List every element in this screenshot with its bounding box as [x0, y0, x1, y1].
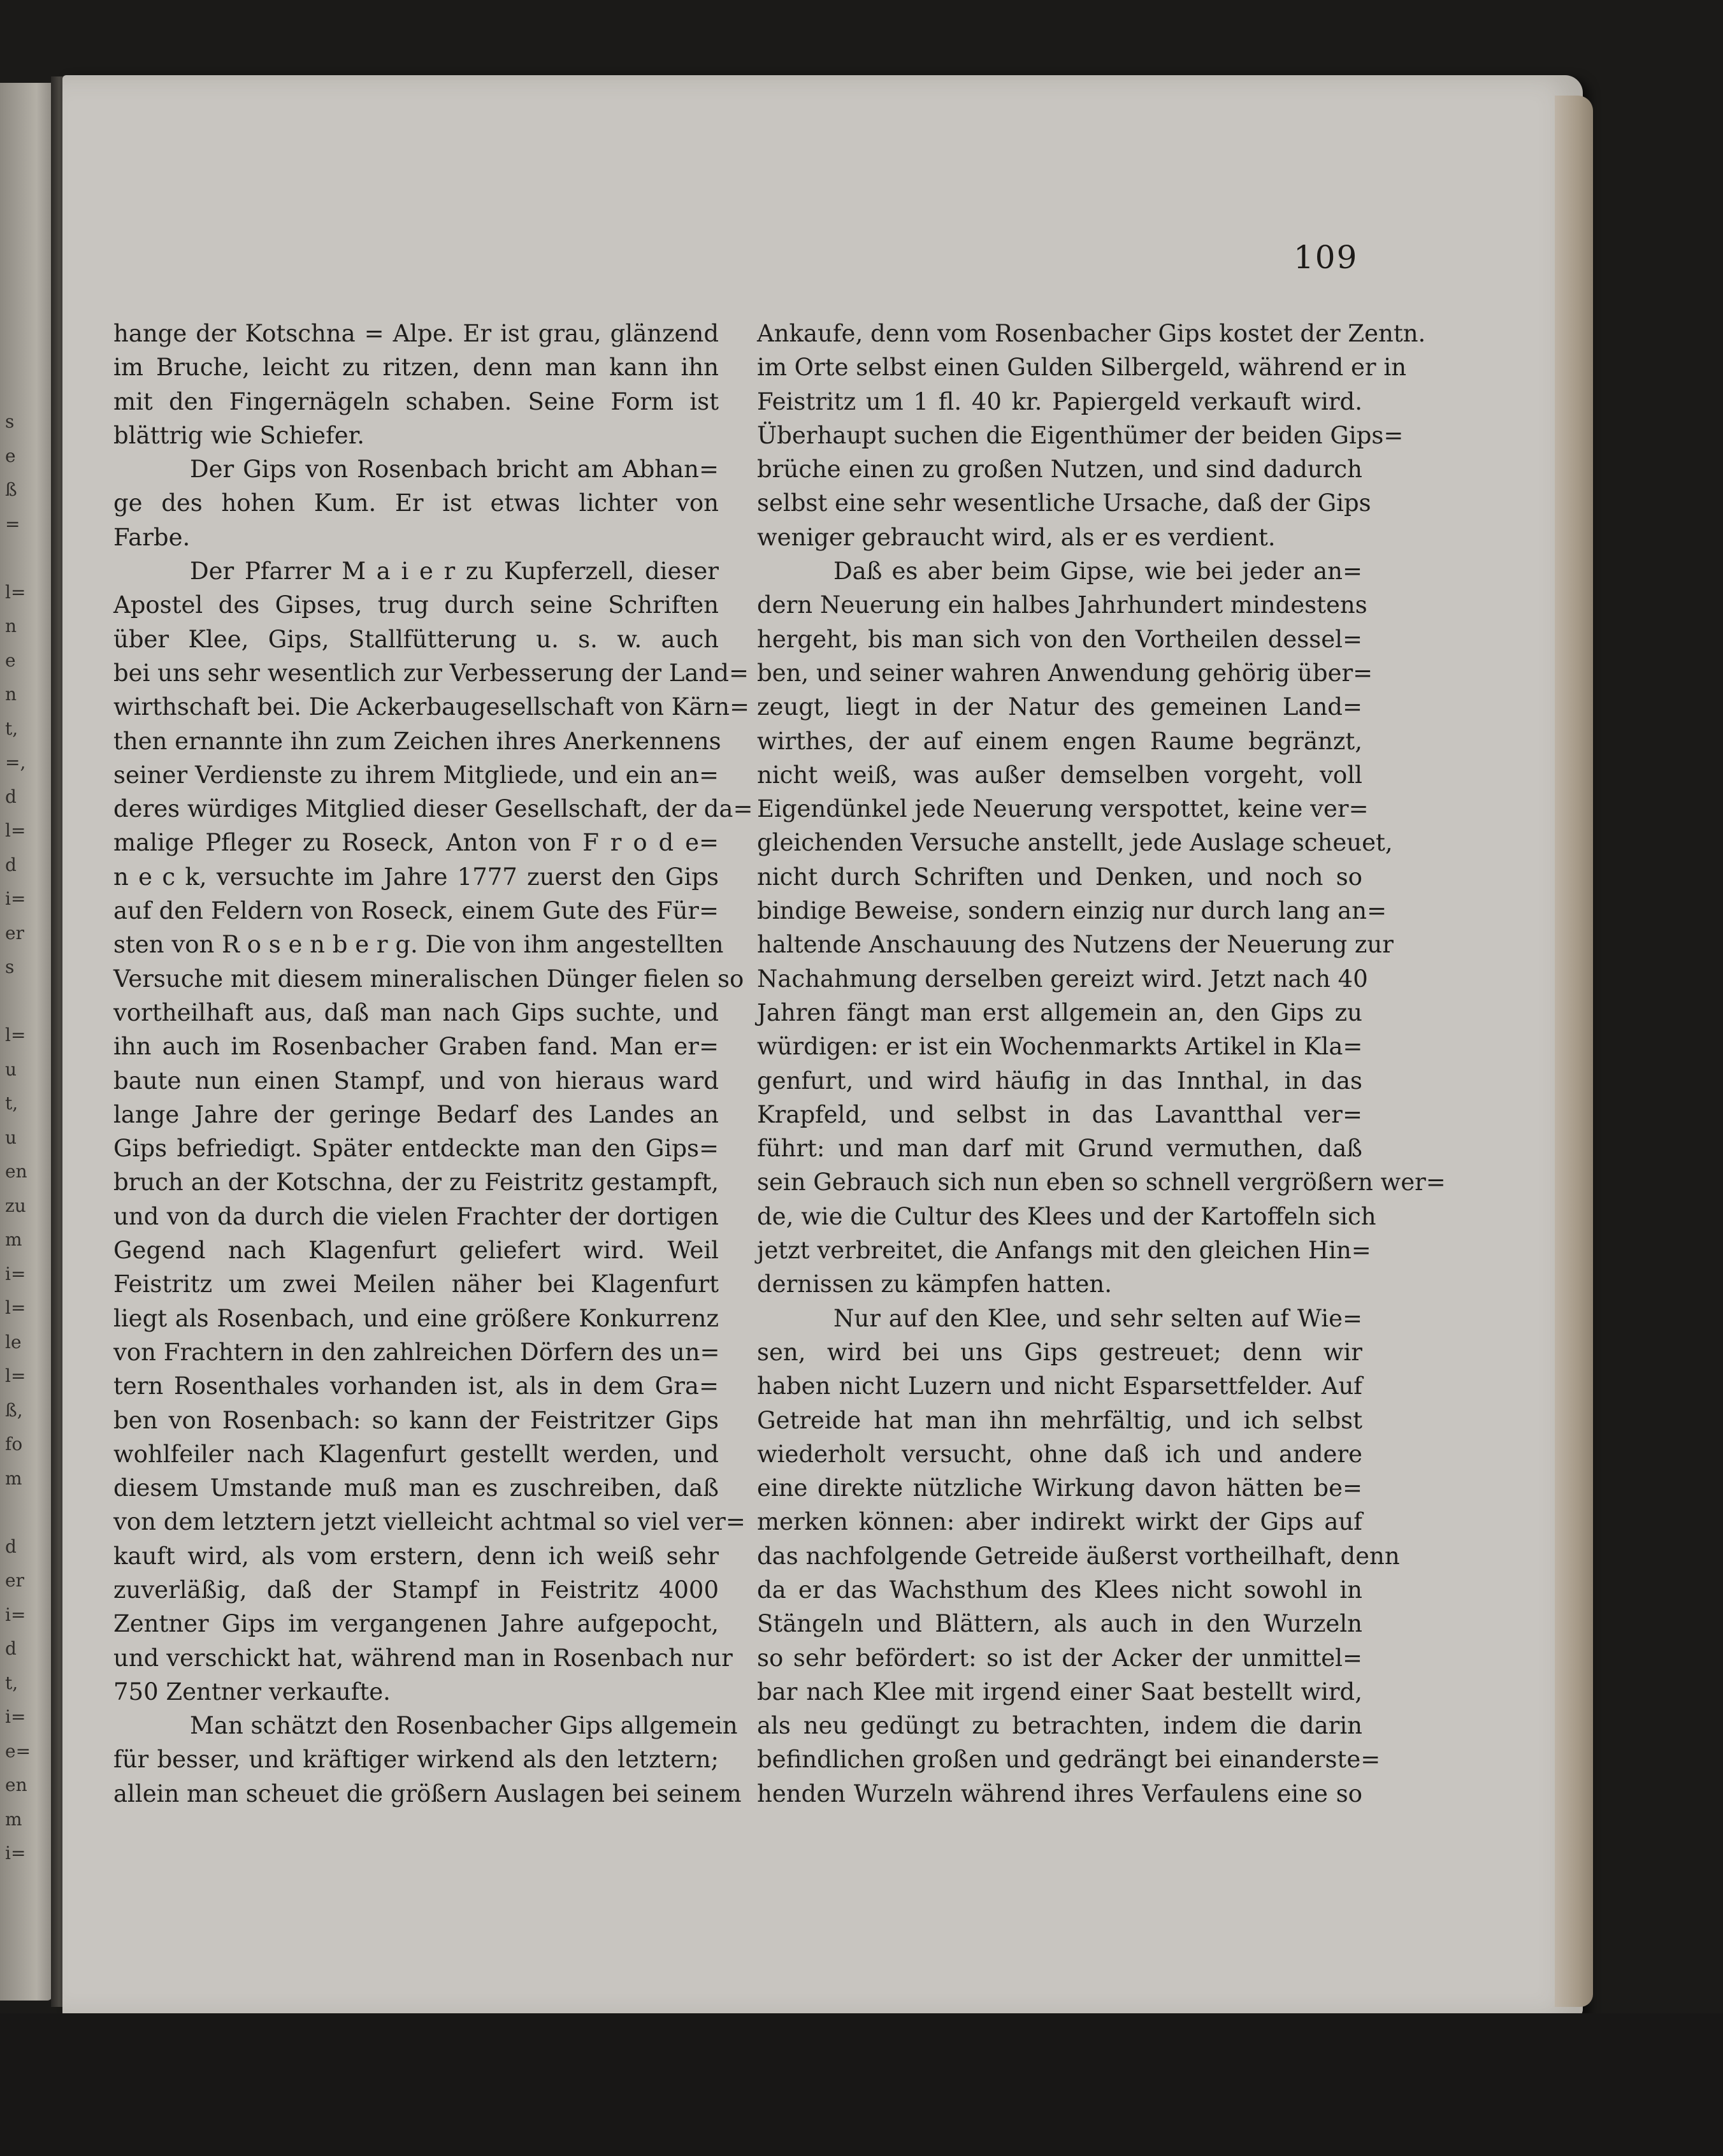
text-line: Gips befriedigt. Später entdeckte man den Gips=: [113, 1135, 719, 1163]
margin-fragment: l=: [5, 581, 26, 603]
text-line: so sehr befördert: so ist der Acker der unmittel=: [757, 1644, 1362, 1672]
text-line: genfurt, und wird häufig in das Innthal, in das: [757, 1067, 1362, 1095]
text-line: über Klee, Gips, Stallfütterung u. s. w. auch: [113, 625, 719, 653]
text-line: als neu gedüngt zu betrachten, indem die darin: [757, 1712, 1362, 1740]
margin-fragment: =,: [5, 752, 26, 773]
page-edge: [1555, 96, 1593, 2007]
margin-fragment: t,: [5, 1672, 18, 1693]
margin-fragment: fo: [5, 1434, 23, 1455]
margin-fragment: er: [5, 1570, 24, 1591]
margin-fragment: t,: [5, 1093, 18, 1114]
left-text-column: [113, 317, 753, 1811]
margin-fragment: le: [5, 1331, 22, 1353]
text-line: ihn auch im Rosenbacher Graben fand. Man er=: [113, 1033, 719, 1061]
text-line: Gegend nach Klagenfurt geliefert wird. Weil: [113, 1237, 719, 1265]
text-line: gleichenden Versuche anstellt, jede Auslage scheuet,: [757, 829, 1393, 857]
text-line: weniger gebraucht wird, als er es verdient.: [757, 523, 1276, 551]
text-line: wohlfeiler nach Klagenfurt gestellt werden, und: [113, 1440, 719, 1468]
margin-fragment: [5, 1495, 31, 1530]
margin-fragment: i=: [5, 1263, 26, 1284]
text-line: blättrig wie Schiefer.: [113, 421, 365, 449]
text-line: hange der Kotschna = Alpe. Er ist grau, glänzend: [113, 320, 719, 347]
text-line: malige Pfleger zu Roseck, Anton von F r o d e=: [113, 829, 719, 857]
margin-fragment: en: [5, 1774, 27, 1795]
margin-fragment: t,: [5, 717, 18, 739]
text-line: hergeht, bis man sich von den Vortheilen dessel=: [757, 625, 1362, 653]
text-line: liegt als Rosenbach, und eine größere Konkurrenz: [113, 1304, 719, 1332]
text-line: haltende Anschauung des Nutzens der Neuerung zur: [757, 931, 1394, 959]
text-line: eine direkte nützliche Wirkung davon hätten be=: [757, 1474, 1362, 1502]
text-line: Überhaupt suchen die Eigenthümer der beiden Gips=: [757, 421, 1404, 449]
text-line: im Orte selbst einen Gulden Silbergeld, während er in: [757, 354, 1407, 382]
right-text-column: [757, 317, 1446, 1811]
margin-fragment: [5, 541, 31, 575]
text-line: sen, wird bei uns Gips gestreuet; denn wir: [757, 1338, 1362, 1366]
text-line: seiner Verdienste zu ihrem Mitgliede, und ein an=: [113, 761, 719, 789]
margin-fragment: n: [5, 615, 17, 636]
text-line: Jahren fängt man erst allgemein an, den Gips zu: [757, 998, 1362, 1026]
margin-fragment: l=: [5, 1024, 26, 1046]
text-line: dernissen zu kämpfen hatten.: [757, 1270, 1113, 1298]
margin-fragment: d: [5, 1638, 17, 1659]
text-line: diesem Umstande muß man es zuschreiben, daß: [113, 1474, 719, 1502]
margin-fragment: l=: [5, 820, 26, 841]
text-line: merken können: aber indirekt wirkt der Gips auf: [757, 1508, 1362, 1536]
margin-fragment: s: [5, 956, 15, 977]
text-line: ben von Rosenbach: so kann der Feistritzer Gips: [113, 1406, 719, 1434]
margin-fragment: ß: [5, 479, 17, 500]
text-line: selbst eine sehr wesentliche Ursache, daß der Gips: [757, 489, 1371, 517]
text-line: baute nun einen Stampf, und von hieraus ward: [113, 1067, 719, 1095]
text-line: haben nicht Luzern und nicht Esparsettfelder. Auf: [757, 1372, 1362, 1400]
margin-fragment: zu: [5, 1195, 26, 1216]
text-line: von Frachtern in den zahlreichen Dörfern des un=: [113, 1338, 720, 1366]
text-line: vortheilhaft aus, daß man nach Gips suchte, und: [113, 998, 719, 1026]
text-line: de, wie die Cultur des Klees und der Kartoffeln sich: [757, 1202, 1376, 1230]
text-line: n e c k, versuchte im Jahre 1777 zuerst den Gips: [113, 863, 719, 891]
text-line: führt: und man darf mit Grund vermuthen, daß: [757, 1135, 1362, 1163]
margin-fragment: en: [5, 1161, 27, 1182]
text-line: im Bruche, leicht zu ritzen, denn man kann ihn: [113, 354, 719, 382]
text-line: sten von R o s e n b e r g. Die von ihm angestellten: [113, 931, 724, 959]
margin-fragment: m: [5, 1808, 22, 1830]
margin-fragment: m: [5, 1229, 22, 1250]
text-line: jetzt verbreitet, die Anfangs mit den gleichen Hin=: [757, 1237, 1371, 1265]
margin-fragment: ß,: [5, 1399, 23, 1421]
text-line: wirthschaft bei. Die Ackerbaugesellschaft von Kärn=: [113, 693, 749, 721]
text-line: kauft wird, als vom erstern, denn ich weiß sehr: [113, 1542, 719, 1570]
text-line: Farbe.: [113, 523, 191, 551]
text-line: sein Gebrauch sich nun eben so schnell vergrößern wer=: [757, 1168, 1446, 1197]
text-line: Ankaufe, denn vom Rosenbacher Gips kostet der Zentn.: [757, 320, 1426, 347]
text-line: und verschickt hat, während man in Rosenbach nur: [113, 1644, 733, 1672]
text-line: zeugt, liegt in der Natur des gemeinen Land=: [757, 693, 1362, 721]
text-line: nicht weiß, was außer demselben vorgeht, voll: [757, 761, 1362, 789]
text-line: lange Jahre der geringe Bedarf des Landes an: [113, 1100, 719, 1128]
text-line: henden Wurzeln während ihres Verfaulens eine so: [757, 1779, 1362, 1807]
text-line: Versuche mit diesem mineralischen Dünger fielen so: [113, 965, 744, 993]
left-page-fragment: [0, 83, 52, 2001]
margin-fragment: er: [5, 922, 24, 944]
margin-fragment: i=: [5, 1706, 26, 1727]
text-line: ge des hohen Kum. Er ist etwas lichter von: [113, 489, 719, 517]
text-line: allein man scheuet die größern Auslagen bei seinem: [113, 1779, 742, 1807]
margin-fragment: e: [5, 445, 16, 466]
text-line: then ernannte ihn zum Zeichen ihres Anerkennens: [113, 727, 721, 755]
text-line: wiederholt versucht, ohne daß ich und andere: [757, 1440, 1362, 1468]
margin-fragment: =: [5, 513, 20, 535]
margin-fragment: m: [5, 1467, 22, 1489]
text-line: dern Neuerung ein halbes Jahrhundert mindestens: [757, 591, 1367, 619]
text-line: bindige Beweise, sondern einzig nur durch lang an=: [757, 897, 1387, 925]
text-line: Stängeln und Blättern, als auch in den Wurzeln: [757, 1610, 1362, 1638]
margin-fragment: l=: [5, 1365, 26, 1386]
text-line: da er das Wachsthum des Klees nicht sowohl in: [757, 1576, 1362, 1604]
margin-fragment: e: [5, 649, 16, 671]
text-line: 750 Zentner verkaufte.: [113, 1678, 391, 1706]
margin-fragment: l=: [5, 1297, 26, 1318]
page-number: 109: [1294, 239, 1359, 276]
text-line: mit den Fingernägeln schaben. Seine Form ist: [113, 387, 719, 415]
text-line: Daß es aber beim Gipse, wie bei jeder an=: [833, 557, 1362, 586]
text-line: und von da durch die vielen Frachter der dortigen: [113, 1202, 719, 1230]
margin-fragment: i=: [5, 888, 26, 909]
margin-fragment: s: [5, 411, 15, 432]
text-line: Feistritz um 1 fl. 40 kr. Papiergeld verkauft wird.: [757, 387, 1362, 415]
text-line: bar nach Klee mit irgend einer Saat bestellt wird,: [757, 1678, 1362, 1706]
text-line: Eigendünkel jede Neuerung verspottet, keine ver=: [757, 795, 1369, 823]
text-line: Der Gips von Rosenbach bricht am Abhan=: [190, 456, 719, 484]
text-line: Apostel des Gipses, trug durch seine Schriften: [113, 591, 719, 619]
text-line: das nachfolgende Getreide äußerst vortheilhaft, denn: [757, 1542, 1400, 1570]
margin-fragment: i=: [5, 1843, 26, 1864]
margin-fragment: [5, 984, 31, 1019]
margin-fragment: i=: [5, 1604, 26, 1625]
text-line: Feistritz um zwei Meilen näher bei Klagenfurt: [113, 1270, 719, 1298]
text-line: auf den Feldern von Roseck, einem Gute des Für=: [113, 897, 719, 925]
text-line: deres würdiges Mitglied dieser Gesellschaft, der da=: [113, 795, 753, 823]
text-line: Der Pfarrer M a i e r zu Kupferzell, dieser: [190, 557, 719, 586]
margin-fragment: d: [5, 854, 17, 875]
text-line: Getreide hat man ihn mehrfältig, und ich selbst: [757, 1406, 1362, 1434]
bottom-background: [0, 2013, 1723, 2156]
text-line: Nur auf den Klee, und sehr selten auf Wie=: [833, 1304, 1362, 1332]
margin-fragment: n: [5, 684, 17, 705]
text-line: brüche einen zu großen Nutzen, und sind dadurch: [757, 456, 1362, 484]
text-line: bei uns sehr wesentlich zur Verbesserung der Land=: [113, 659, 749, 687]
left-page-margin-text: [5, 405, 31, 1871]
margin-fragment: u: [5, 1126, 17, 1148]
text-line: wirthes, der auf einem engen Raume begränzt,: [757, 727, 1362, 755]
text-line: Krapfeld, und selbst in das Lavantthal ver=: [757, 1100, 1362, 1128]
text-line: für besser, und kräftiger wirkend als den letztern;: [113, 1746, 719, 1774]
text-line: Zentner Gips im vergangenen Jahre aufgepocht,: [113, 1610, 719, 1638]
text-line: bruch an der Kotschna, der zu Feistritz gestampft,: [113, 1168, 719, 1197]
text-line: tern Rosenthales vorhanden ist, als in dem Gra=: [113, 1372, 719, 1400]
text-line: würdigen: er ist ein Wochenmarkts Artikel in Kla=: [757, 1033, 1363, 1061]
text-line: Nachahmung derselben gereizt wird. Jetzt nach 40: [757, 965, 1368, 993]
text-line: nicht durch Schriften und Denken, und noch so: [757, 863, 1362, 891]
text-line: befindlichen großen und gedrängt bei einanderste=: [757, 1746, 1381, 1774]
margin-fragment: d: [5, 786, 17, 807]
text-line: Man schätzt den Rosenbacher Gips allgemein: [190, 1712, 738, 1740]
margin-fragment: e=: [5, 1740, 31, 1762]
margin-fragment: u: [5, 1058, 17, 1080]
text-line: zuverläßig, daß der Stampf in Feistritz 4000: [113, 1576, 719, 1604]
text-line: von dem letztern jetzt vielleicht achtmal so viel ver=: [113, 1508, 746, 1536]
text-line: ben, und seiner wahren Anwendung gehörig über=: [757, 659, 1373, 687]
margin-fragment: d: [5, 1535, 17, 1557]
